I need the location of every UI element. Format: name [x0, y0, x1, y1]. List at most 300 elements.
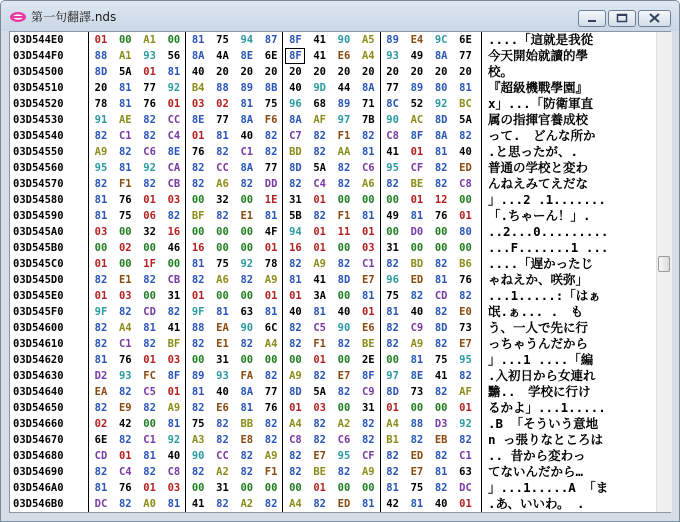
- hex-byte[interactable]: 82: [337, 466, 351, 478]
- hex-byte[interactable]: B4: [191, 82, 205, 94]
- hex-byte[interactable]: 75: [386, 290, 399, 302]
- hex-byte[interactable]: 82: [240, 178, 254, 190]
- hex-byte[interactable]: C9: [410, 322, 424, 334]
- hex-byte[interactable]: 75: [264, 98, 278, 110]
- hex-byte[interactable]: ED: [459, 162, 472, 174]
- hex-byte[interactable]: 76: [143, 98, 156, 110]
- hex-byte[interactable]: 77: [386, 82, 399, 94]
- hex-byte[interactable]: 8C: [386, 98, 399, 110]
- hex-byte[interactable]: D0: [410, 226, 424, 238]
- hex-byte[interactable]: 82: [337, 178, 351, 190]
- maximize-button[interactable]: [608, 10, 636, 27]
- hex-byte[interactable]: 71: [361, 98, 375, 110]
- hex-byte[interactable]: 00: [167, 258, 181, 270]
- hex-byte[interactable]: 82: [216, 210, 229, 222]
- hex-byte[interactable]: 82: [289, 322, 302, 334]
- hex-byte[interactable]: 81: [410, 498, 424, 510]
- hex-byte[interactable]: 82: [167, 210, 181, 222]
- hex-byte[interactable]: 76: [264, 402, 278, 414]
- hex-byte[interactable]: 41: [313, 274, 327, 286]
- hex-byte[interactable]: A2: [216, 466, 229, 478]
- hex-byte[interactable]: 01: [94, 290, 108, 302]
- hex-byte[interactable]: F1: [118, 178, 132, 190]
- hex-byte[interactable]: E7: [459, 338, 472, 350]
- hex-byte[interactable]: 90: [240, 322, 254, 334]
- hex-byte[interactable]: 82: [459, 130, 472, 142]
- hex-byte[interactable]: 40: [240, 130, 254, 142]
- hex-byte[interactable]: 8D: [434, 114, 448, 126]
- hex-byte[interactable]: 00: [386, 194, 399, 206]
- hex-byte[interactable]: 82: [264, 434, 278, 446]
- hex-byte[interactable]: 00: [240, 242, 254, 254]
- hex-byte[interactable]: 63: [459, 466, 472, 478]
- hex-byte[interactable]: 01: [313, 354, 327, 366]
- minimize-button[interactable]: [578, 10, 606, 27]
- hex-byte[interactable]: 41: [313, 50, 327, 62]
- hex-byte[interactable]: 00: [337, 482, 351, 494]
- hex-byte[interactable]: 8E: [191, 114, 205, 126]
- hex-byte[interactable]: 81: [264, 306, 278, 318]
- hex-byte[interactable]: CC: [167, 114, 181, 126]
- hex-byte[interactable]: 8A: [191, 50, 205, 62]
- hex-byte[interactable]: 01: [386, 402, 399, 414]
- hex-byte[interactable]: 1E: [264, 194, 278, 206]
- hex-byte[interactable]: 00: [386, 354, 399, 366]
- hex-byte[interactable]: 82: [289, 466, 302, 478]
- hex-byte[interactable]: A9: [410, 338, 424, 350]
- hex-byte[interactable]: 75: [216, 258, 229, 270]
- hex-byte[interactable]: 77: [459, 50, 472, 62]
- hex-byte[interactable]: 20: [264, 66, 278, 78]
- hex-byte[interactable]: 5A: [313, 386, 327, 398]
- hex-byte[interactable]: 41: [386, 146, 399, 158]
- hex-byte[interactable]: 20: [289, 66, 302, 78]
- hex-byte[interactable]: 87: [264, 34, 278, 46]
- hex-byte[interactable]: 00: [94, 242, 108, 254]
- hex-byte[interactable]: 31: [386, 242, 399, 254]
- hex-byte[interactable]: 3A: [313, 290, 327, 302]
- hex-byte[interactable]: E8: [240, 434, 254, 446]
- hex-byte[interactable]: 92: [167, 82, 181, 94]
- hex-byte[interactable]: C5: [313, 322, 327, 334]
- hex-byte[interactable]: 00: [191, 194, 205, 206]
- hex-byte[interactable]: 41: [434, 370, 448, 382]
- hex-byte[interactable]: 01: [143, 354, 156, 366]
- hex-byte[interactable]: 12: [434, 194, 448, 206]
- hex-byte[interactable]: 82: [94, 130, 108, 142]
- hex-byte[interactable]: 91: [94, 114, 108, 126]
- hex-byte[interactable]: 52: [410, 98, 424, 110]
- hex-byte[interactable]: 00: [191, 226, 205, 238]
- hex-byte[interactable]: 01: [313, 482, 327, 494]
- hex-byte[interactable]: CC: [216, 162, 229, 174]
- hex-byte[interactable]: 40: [337, 306, 351, 318]
- hex-byte[interactable]: 81: [94, 482, 108, 494]
- hex-byte[interactable]: C8: [289, 434, 302, 446]
- hex-byte[interactable]: FA: [240, 370, 254, 382]
- hex-byte[interactable]: 95: [459, 354, 472, 366]
- hex-byte[interactable]: 82: [410, 434, 424, 446]
- hex-byte[interactable]: 82: [289, 450, 302, 462]
- hex-byte[interactable]: 00: [289, 482, 302, 494]
- hex-byte[interactable]: 75: [191, 418, 205, 430]
- hex-byte[interactable]: 96: [386, 274, 399, 286]
- hex-byte[interactable]: 01: [459, 402, 472, 414]
- hex-byte[interactable]: 01: [289, 402, 302, 414]
- hex-byte[interactable]: 81: [167, 498, 181, 510]
- hex-byte[interactable]: 40: [167, 450, 181, 462]
- hex-byte[interactable]: 82: [216, 146, 229, 158]
- hex-byte[interactable]: 8A: [240, 114, 254, 126]
- hex-byte[interactable]: 01: [459, 210, 472, 222]
- hex-byte[interactable]: 8D: [289, 386, 302, 398]
- hex-byte[interactable]: E9: [118, 402, 132, 414]
- hex-byte[interactable]: A6: [216, 178, 229, 190]
- hex-byte[interactable]: 82: [337, 386, 351, 398]
- hex-byte[interactable]: 82: [289, 178, 302, 190]
- hex-byte[interactable]: 82: [289, 338, 302, 350]
- hex-byte[interactable]: 20: [240, 66, 254, 78]
- hex-byte[interactable]: 81: [361, 290, 375, 302]
- hex-byte[interactable]: 00: [410, 242, 424, 254]
- hex-byte[interactable]: 00: [337, 290, 351, 302]
- hex-byte[interactable]: 00: [240, 290, 254, 302]
- hex-byte[interactable]: 32: [143, 226, 156, 238]
- hex-byte[interactable]: CF: [361, 450, 375, 462]
- hex-byte[interactable]: 89: [240, 82, 254, 94]
- hex-byte[interactable]: A1: [118, 50, 132, 62]
- hex-byte[interactable]: F1: [337, 210, 351, 222]
- hex-byte[interactable]: 82: [313, 146, 327, 158]
- hex-byte[interactable]: 01: [191, 130, 205, 142]
- hex-byte[interactable]: 20: [410, 66, 424, 78]
- hex-byte[interactable]: F1: [337, 130, 351, 142]
- hex-byte[interactable]: 82: [459, 370, 472, 382]
- hex-byte[interactable]: 92: [143, 162, 156, 174]
- hex-byte[interactable]: DC: [459, 482, 472, 494]
- hex-byte[interactable]: 82: [410, 290, 424, 302]
- hex-byte[interactable]: 88: [410, 418, 424, 430]
- hex-byte[interactable]: 01: [264, 242, 278, 254]
- hex-byte[interactable]: 81: [434, 466, 448, 478]
- hex-byte[interactable]: 97: [337, 114, 351, 126]
- hex-byte[interactable]: 6C: [264, 322, 278, 334]
- hex-byte[interactable]: 40: [289, 306, 302, 318]
- hex-byte[interactable]: 01: [313, 194, 327, 206]
- hex-byte[interactable]: 81: [94, 210, 108, 222]
- hex-byte[interactable]: 82: [94, 178, 108, 190]
- hex-byte[interactable]: 8A: [434, 50, 448, 62]
- hex-byte[interactable]: 00: [434, 242, 448, 254]
- hex-byte[interactable]: A9: [313, 258, 327, 270]
- hex-byte[interactable]: 75: [410, 482, 424, 494]
- hex-byte[interactable]: 40: [191, 66, 205, 78]
- hex-byte[interactable]: 82: [143, 130, 156, 142]
- hex-byte[interactable]: 4A: [216, 50, 229, 62]
- hex-byte[interactable]: 82: [94, 274, 108, 286]
- hex-byte[interactable]: 81: [313, 306, 327, 318]
- hex-byte[interactable]: 8D: [289, 162, 302, 174]
- hex-byte[interactable]: 93: [386, 50, 399, 62]
- hex-byte[interactable]: 16: [289, 242, 302, 254]
- hex-byte[interactable]: 31: [216, 482, 229, 494]
- hex-byte[interactable]: 80: [459, 226, 472, 238]
- hex-byte[interactable]: EB: [434, 434, 448, 446]
- hex-byte[interactable]: 82: [118, 386, 132, 398]
- hex-byte[interactable]: 90: [191, 450, 205, 462]
- hex-byte[interactable]: A9: [264, 450, 278, 462]
- hex-byte[interactable]: 8D: [386, 386, 399, 398]
- hex-byte[interactable]: 7B: [361, 114, 375, 126]
- hex-byte[interactable]: A6: [216, 274, 229, 286]
- hex-byte[interactable]: 77: [264, 162, 278, 174]
- hex-byte[interactable]: 8F: [285, 48, 305, 64]
- hex-byte[interactable]: 40: [410, 306, 424, 318]
- hex-byte[interactable]: 89: [386, 34, 399, 46]
- hex-byte[interactable]: 5A: [313, 162, 327, 174]
- hex-byte[interactable]: 78: [94, 98, 108, 110]
- hex-byte[interactable]: 82: [240, 338, 254, 350]
- hex-byte[interactable]: 00: [459, 242, 472, 254]
- hex-byte[interactable]: 01: [264, 290, 278, 302]
- hex-byte[interactable]: 41: [313, 34, 327, 46]
- hex-byte[interactable]: 77: [143, 82, 156, 94]
- hex-byte[interactable]: 82: [313, 370, 327, 382]
- hex-byte[interactable]: 95: [337, 450, 351, 462]
- hex-byte[interactable]: 00: [361, 482, 375, 494]
- hex-byte[interactable]: 82: [337, 258, 351, 270]
- hex-byte[interactable]: 00: [337, 402, 351, 414]
- hex-byte[interactable]: 92: [434, 98, 448, 110]
- hex-byte[interactable]: 81: [191, 258, 205, 270]
- hex-byte[interactable]: 2E: [361, 354, 375, 366]
- hex-byte[interactable]: 81: [191, 34, 205, 46]
- hex-byte[interactable]: 00: [191, 482, 205, 494]
- hex-byte[interactable]: 8F: [167, 370, 181, 382]
- hex-byte[interactable]: 82: [191, 162, 205, 174]
- hex-byte[interactable]: 00: [386, 226, 399, 238]
- hex-byte[interactable]: 94: [240, 34, 254, 46]
- hex-byte[interactable]: 76: [434, 210, 448, 222]
- hex-byte[interactable]: 82: [94, 466, 108, 478]
- hex-byte[interactable]: C1: [118, 338, 132, 350]
- hex-byte[interactable]: 82: [143, 402, 156, 414]
- hex-byte[interactable]: 88: [216, 82, 229, 94]
- hex-byte[interactable]: 93: [118, 370, 132, 382]
- hex-byte[interactable]: 31: [167, 290, 181, 302]
- hex-byte[interactable]: 95: [94, 162, 108, 174]
- hex-byte[interactable]: A4: [289, 498, 302, 510]
- hex-byte[interactable]: 16: [191, 242, 205, 254]
- hex-byte[interactable]: 81: [216, 130, 229, 142]
- hex-byte[interactable]: 6E: [264, 50, 278, 62]
- hex-byte[interactable]: DD: [264, 178, 278, 190]
- hex-byte[interactable]: 20: [216, 66, 229, 78]
- hex-byte[interactable]: 82: [434, 338, 448, 350]
- hex-byte[interactable]: AC: [410, 114, 424, 126]
- hex-byte[interactable]: 56: [167, 50, 181, 62]
- hex-byte[interactable]: CD: [434, 290, 448, 302]
- hex-byte[interactable]: 82: [118, 306, 132, 318]
- hex-byte[interactable]: 82: [434, 306, 448, 318]
- hex-byte[interactable]: 81: [434, 146, 448, 158]
- hex-byte[interactable]: 8A: [289, 114, 302, 126]
- hex-byte[interactable]: 75: [118, 210, 132, 222]
- hex-byte[interactable]: 92: [167, 434, 181, 446]
- hex-byte[interactable]: 92: [240, 258, 254, 270]
- close-button[interactable]: [638, 10, 671, 27]
- hex-byte[interactable]: 82: [434, 258, 448, 270]
- hex-byte[interactable]: C1: [361, 258, 375, 270]
- hex-byte[interactable]: 00: [240, 194, 254, 206]
- hex-byte[interactable]: 81: [94, 194, 108, 206]
- hex-byte[interactable]: BE: [313, 466, 327, 478]
- hex-byte[interactable]: 81: [410, 210, 424, 222]
- hex-byte[interactable]: BF: [167, 338, 181, 350]
- hex-byte[interactable]: 76: [191, 146, 205, 158]
- hex-byte[interactable]: E1: [118, 274, 132, 286]
- hex-byte[interactable]: 82: [264, 418, 278, 430]
- hex-byte[interactable]: 82: [337, 338, 351, 350]
- hex-byte[interactable]: 81: [143, 450, 156, 462]
- hex-byte[interactable]: C8: [167, 466, 181, 478]
- hex-byte[interactable]: 8A: [240, 162, 254, 174]
- hex-byte[interactable]: 02: [94, 418, 108, 430]
- hex-byte[interactable]: A4: [264, 338, 278, 350]
- hex-byte[interactable]: CC: [216, 450, 229, 462]
- hex-byte[interactable]: 40: [434, 498, 448, 510]
- hex-byte[interactable]: 32: [216, 194, 229, 206]
- hex-byte[interactable]: 81: [361, 210, 375, 222]
- hex-byte[interactable]: 73: [410, 386, 424, 398]
- hex-byte[interactable]: 82: [434, 450, 448, 462]
- hex-byte[interactable]: B1: [386, 434, 399, 446]
- hex-byte[interactable]: E6: [216, 402, 229, 414]
- hex-byte[interactable]: 82: [118, 434, 132, 446]
- hex-byte[interactable]: E6: [361, 322, 375, 334]
- hex-byte[interactable]: 00: [143, 242, 156, 254]
- hex-byte[interactable]: 01: [167, 98, 181, 110]
- hex-byte[interactable]: A9: [167, 402, 181, 414]
- hex-byte[interactable]: 81: [289, 274, 302, 286]
- hex-byte[interactable]: 8A: [434, 130, 448, 142]
- hex-byte[interactable]: CA: [167, 162, 181, 174]
- hex-byte[interactable]: 82: [434, 178, 448, 190]
- hex-byte[interactable]: 82: [386, 450, 399, 462]
- hex-byte[interactable]: 78: [264, 258, 278, 270]
- hex-byte[interactable]: A1: [143, 34, 156, 46]
- hex-byte[interactable]: 81: [386, 306, 399, 318]
- hex-byte[interactable]: 92: [459, 418, 472, 430]
- hex-byte[interactable]: C6: [361, 162, 375, 174]
- hex-byte[interactable]: C8: [386, 130, 399, 142]
- hex-byte[interactable]: 31: [216, 354, 229, 366]
- hex-byte[interactable]: EA: [94, 386, 108, 398]
- hex-byte[interactable]: 81: [216, 306, 229, 318]
- hex-byte[interactable]: 20: [459, 66, 472, 78]
- hex-byte[interactable]: 00: [264, 482, 278, 494]
- hex-byte[interactable]: CD: [94, 450, 108, 462]
- hex-byte[interactable]: 82: [313, 210, 327, 222]
- hex-byte[interactable]: C4: [313, 178, 327, 190]
- hex-byte[interactable]: 01: [410, 194, 424, 206]
- hex-byte[interactable]: BC: [459, 98, 472, 110]
- hex-byte[interactable]: 81: [240, 402, 254, 414]
- hex-byte[interactable]: AA: [337, 146, 351, 158]
- hex-byte[interactable]: 81: [118, 82, 132, 94]
- hex-byte[interactable]: 94: [289, 226, 302, 238]
- hex-byte[interactable]: 00: [410, 402, 424, 414]
- hex-byte[interactable]: 82: [434, 162, 448, 174]
- hex-byte[interactable]: CD: [143, 306, 156, 318]
- hex-byte[interactable]: 8B: [264, 82, 278, 94]
- hex-byte[interactable]: 00: [240, 226, 254, 238]
- hex-byte[interactable]: 82: [459, 290, 472, 302]
- hex-byte[interactable]: CB: [167, 274, 181, 286]
- hex-byte[interactable]: 81: [143, 322, 156, 334]
- hex-byte[interactable]: 01: [143, 194, 156, 206]
- hex-byte[interactable]: 01: [361, 306, 375, 318]
- hex-byte[interactable]: 82: [386, 322, 399, 334]
- hex-byte[interactable]: 82: [191, 178, 205, 190]
- hex-byte[interactable]: 76: [118, 354, 132, 366]
- hex-byte[interactable]: 00: [216, 242, 229, 254]
- hex-byte[interactable]: 81: [264, 210, 278, 222]
- hex-byte[interactable]: ED: [337, 498, 351, 510]
- hex-byte[interactable]: 82: [264, 370, 278, 382]
- hex-byte[interactable]: 93: [216, 370, 229, 382]
- hex-byte[interactable]: 8F: [361, 370, 375, 382]
- hex-byte[interactable]: 00: [216, 290, 229, 302]
- hex-byte[interactable]: 02: [216, 98, 229, 110]
- hex-byte[interactable]: 81: [361, 146, 375, 158]
- hex-byte[interactable]: 82: [313, 130, 327, 142]
- hex-byte[interactable]: 76: [118, 482, 132, 494]
- hex-byte[interactable]: 68: [313, 98, 327, 110]
- hex-byte[interactable]: 89: [337, 98, 351, 110]
- hex-byte[interactable]: A2: [337, 418, 351, 430]
- hex-byte[interactable]: 82: [361, 418, 375, 430]
- hex-byte[interactable]: C5: [143, 386, 156, 398]
- title-bar[interactable]: [1, 1, 679, 31]
- hex-bytes-area[interactable]: [88, 32, 479, 512]
- hex-byte[interactable]: 8E: [167, 146, 181, 158]
- hex-byte[interactable]: 76: [118, 194, 132, 206]
- hex-byte[interactable]: 82: [143, 338, 156, 350]
- hex-byte[interactable]: BE: [410, 178, 424, 190]
- hex-byte[interactable]: A6: [361, 178, 375, 190]
- hex-byte[interactable]: A9: [361, 466, 375, 478]
- hex-byte[interactable]: 80: [434, 82, 448, 94]
- hex-byte[interactable]: 97: [386, 370, 399, 382]
- hex-byte[interactable]: CB: [167, 178, 181, 190]
- hex-byte[interactable]: 8A: [240, 386, 254, 398]
- hex-byte[interactable]: 81: [94, 354, 108, 366]
- hex-byte[interactable]: 81: [361, 498, 375, 510]
- hex-byte[interactable]: 82: [216, 418, 229, 430]
- hex-byte[interactable]: 90: [337, 34, 351, 46]
- hex-byte[interactable]: AE: [118, 114, 132, 126]
- hex-byte[interactable]: 82: [94, 338, 108, 350]
- hex-byte[interactable]: C1: [143, 434, 156, 446]
- hex-byte[interactable]: BD: [410, 258, 424, 270]
- hex-byte[interactable]: 82: [313, 434, 327, 446]
- hex-byte[interactable]: 5A: [459, 114, 472, 126]
- hex-byte[interactable]: 75: [434, 354, 448, 366]
- hex-byte[interactable]: 88: [94, 50, 108, 62]
- hex-byte[interactable]: 93: [143, 50, 156, 62]
- hex-byte[interactable]: 01: [313, 242, 327, 254]
